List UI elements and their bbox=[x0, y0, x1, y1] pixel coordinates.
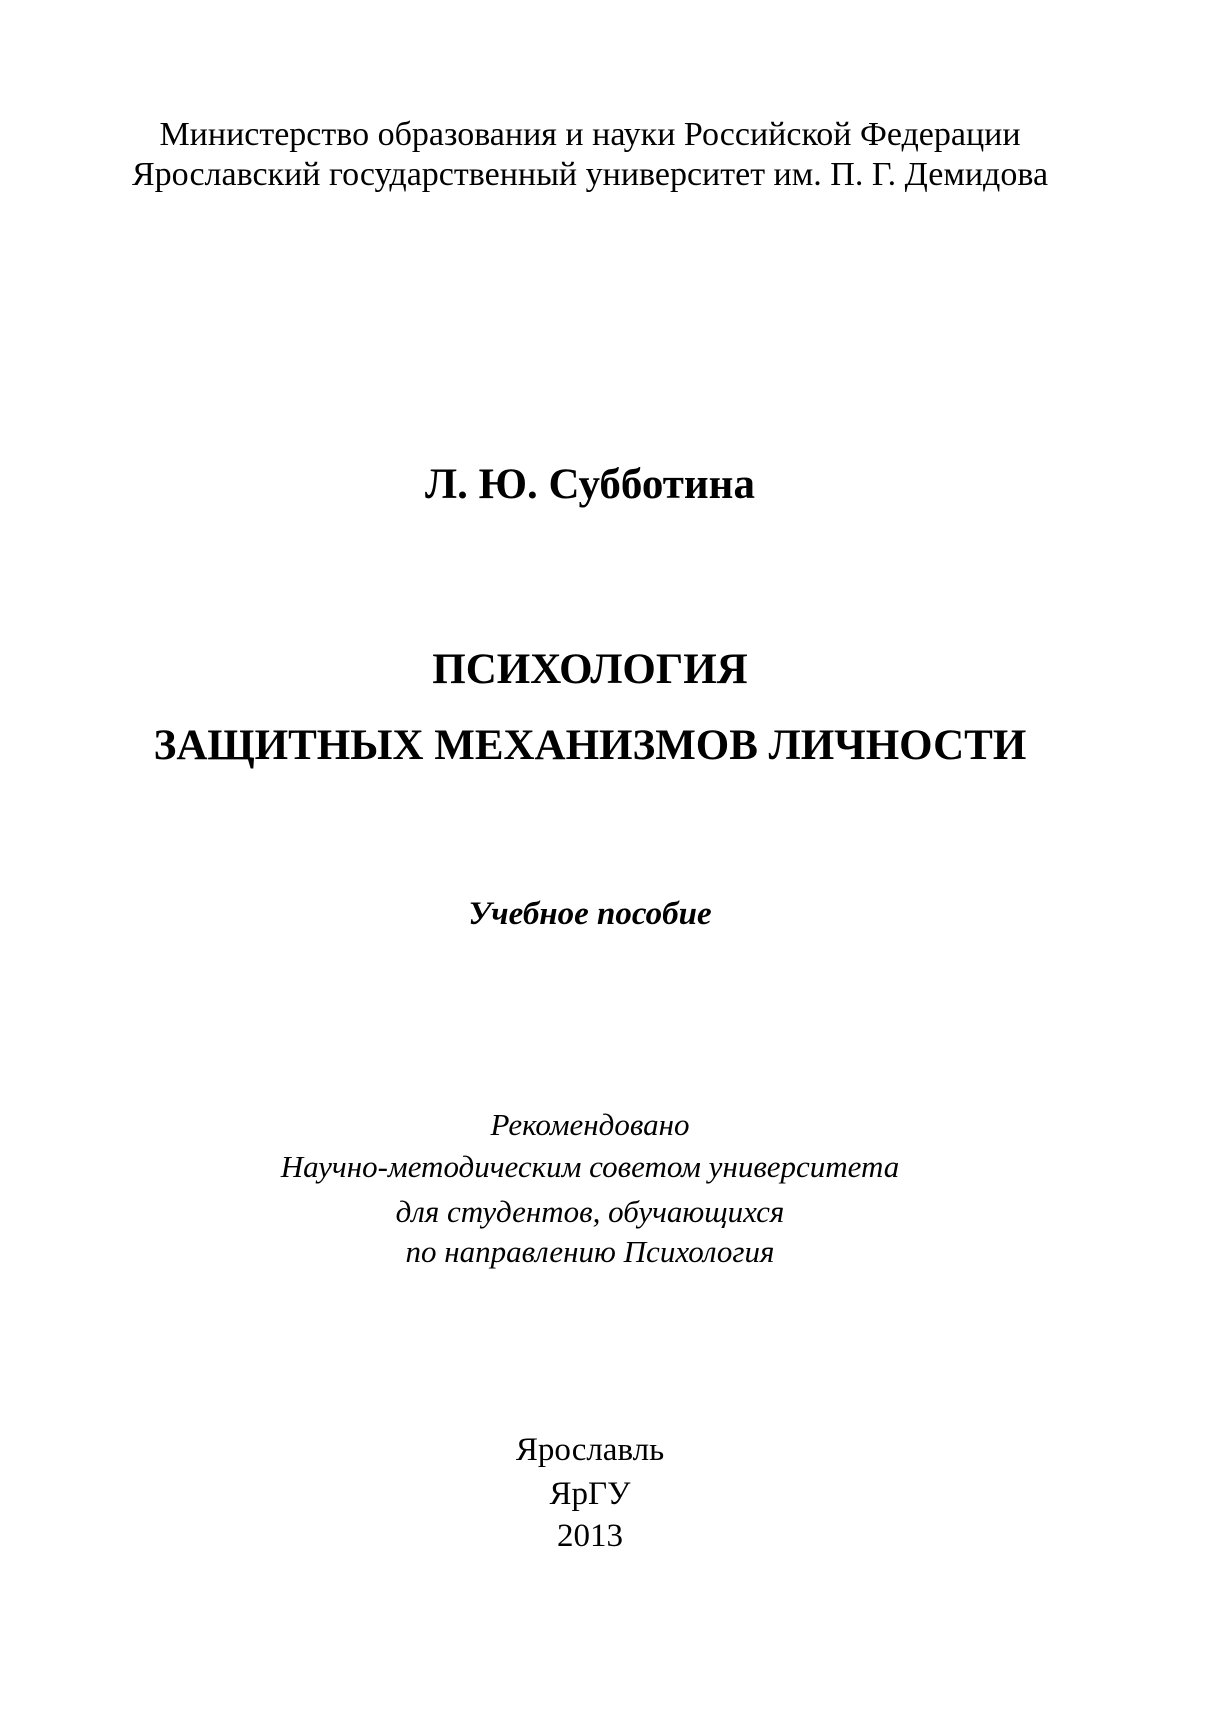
recommendation-line-1: Рекомендовано bbox=[490, 1107, 690, 1142]
author-name: Л. Ю. Субботина bbox=[425, 461, 755, 508]
recommendation-line-2: Научно-методическим советом университета bbox=[280, 1149, 900, 1184]
book-title-line-1: ПСИХОЛОГИЯ bbox=[432, 646, 748, 693]
publication-city: Ярославль bbox=[515, 1432, 665, 1468]
recommendation-line-3: для студентов, обучающихся bbox=[395, 1194, 785, 1229]
book-type: Учебное пособие bbox=[468, 896, 712, 932]
publication-year: 2013 bbox=[557, 1518, 623, 1554]
recommendation-line-4: по направлению Психология bbox=[405, 1234, 775, 1269]
publisher-name: ЯрГУ bbox=[549, 1476, 631, 1512]
university-name: Ярославский государственный университет им. П. Г. Демидова bbox=[131, 156, 1049, 193]
ministry-name: Министерство образования и науки Российской Федерации bbox=[159, 116, 1021, 153]
book-title-line-2: ЗАЩИТНЫХ МЕХАНИЗМОВ ЛИЧНОСТИ bbox=[153, 722, 1027, 769]
